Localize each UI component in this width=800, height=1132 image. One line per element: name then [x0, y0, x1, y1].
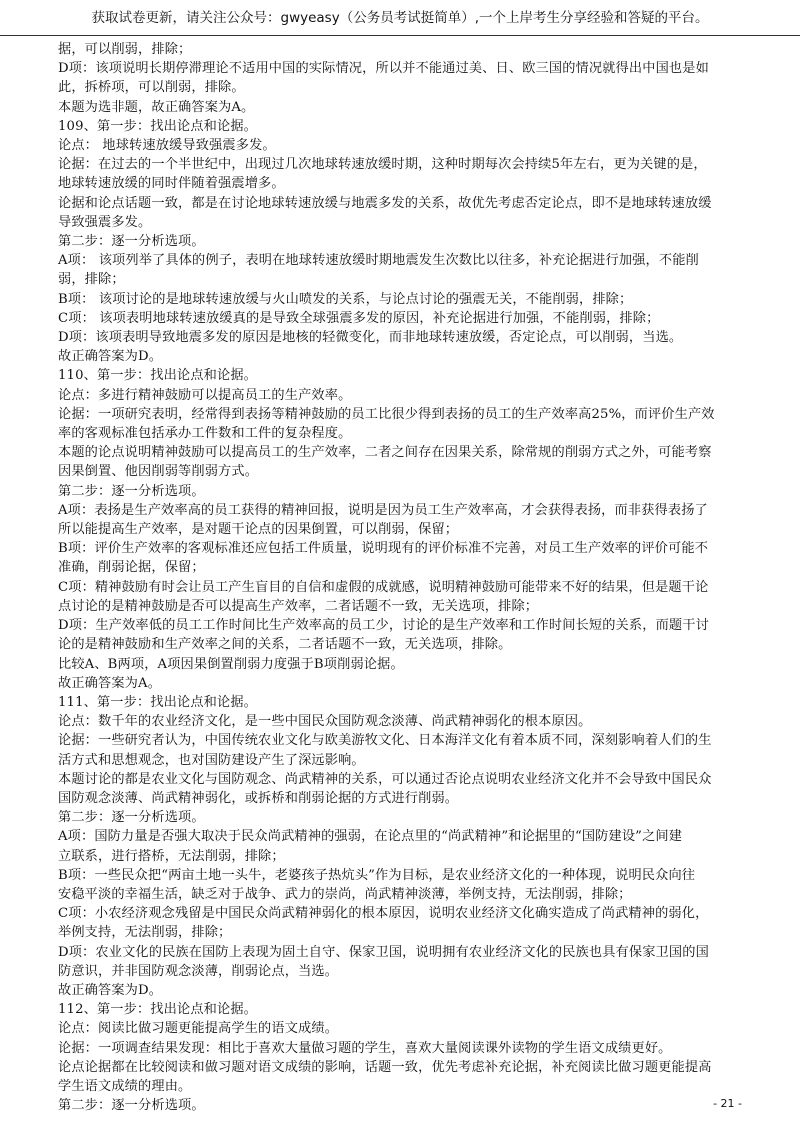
text-line: 本题为选非题，故正确答案为A。: [58, 99, 255, 115]
text-line: 因果倒置、他因削弱等削弱方式。: [58, 464, 259, 480]
text-line: B项：评价生产效率的客观标准还应包括工件质量，说明现有的评价标准不完善，对员工生产效率的评价可能不: [58, 541, 709, 557]
text-line: 110、第一步：找出论点和论据。: [58, 368, 258, 384]
text-line: A项：国防力量是否强大取决于民众尚武精神的强弱，在论点里的“尚武精神”和论据里的“国防建设”之间建: [58, 829, 683, 845]
text-line: C项：小农经济观念残留是中国民众尚武精神弱化的根本原因，说明农业经济文化确实造成了尚武精神的弱化，: [58, 906, 709, 922]
text-line: 论据：在过去的一个半世纪中，出现过几次地球转速放缓时期，这种时期每次会持续5年左右，更为关键的是，: [58, 157, 707, 173]
text-line: 论的是精神鼓励和生产效率之间的关系，二者话题不一致，无关选项，排除。: [58, 637, 512, 653]
text-line: D项：生产效率低的员工工作时间比生产效率高的员工少，讨论的是生产效率和工作时间长短的关系，而题干讨: [58, 618, 709, 634]
text-line: 率的客观标准包括承办工件数和工件的复杂程度。: [58, 426, 352, 442]
text-line: 此，拆桥项，可以削弱，排除。: [58, 80, 245, 96]
text-line: 第二步：逐一分析选项。: [58, 1098, 205, 1114]
text-line: C项： 该项表明地球转速放缓真的是导致全球强震多发的原因，补充论据进行加强，不能削弱，排除；: [58, 310, 660, 326]
text-line: B项： 该项讨论的是地球转速放缓与火山喷发的关系，与论点讨论的强震无关，不能削弱，排除；: [58, 291, 633, 307]
text-line: 论点：阅读比做习题更能提高学生的语文成绩。: [58, 1021, 339, 1037]
text-line: B项：一些民众把“两亩土地一头牛，老婆孩子热炕头”作为目标，是农业经济文化的一种体现，说明民众向往: [58, 867, 696, 883]
page-header: 获取试卷更新，请关注公众号：gwyeasy（公务员考试挺简单）,一个上岸考生分享经验和答疑的平台。: [0, 0, 800, 36]
text-line: D项：该项表明导致地震多发的原因是地核的轻微变化，而非地球转速放缓，否定论点，可以削弱，当选。: [58, 330, 683, 346]
text-line: 地球转速放缓的同时伴随着强震增多。: [58, 176, 285, 192]
text-line: 论点：数千年的农业经济文化，是一些中国民众国防观念淡薄、尚武精神弱化的根本原因。: [58, 714, 592, 730]
text-line: 安稳平淡的幸福生活，缺乏对于战争、武力的崇尚，尚武精神淡薄，举例支持，无法削弱，排除；: [58, 886, 632, 902]
text-line: 举例支持，无法削弱，排除；: [58, 925, 232, 941]
text-line: 准确，削弱论据，保留；: [58, 560, 205, 576]
text-line: 第二步：逐一分析选项。: [58, 234, 205, 250]
text-line: 立联系，进行搭桥，无法削弱，排除；: [58, 848, 285, 864]
text-line: 故正确答案为A。: [58, 675, 162, 691]
text-line: 论据：一些研究者认为，中国传统农业文化与欧美游牧文化、日本海洋文化有着本质不同，深刻影响着人们的生: [58, 733, 712, 749]
text-line: 本题的论点说明精神鼓励可以提高员工的生产效率，二者之间存在因果关系，除常规的削弱方式之外，可能考察: [58, 445, 712, 461]
text-line: 109、第一步：找出论点和论据。: [58, 118, 258, 134]
text-line: 第二步：逐一分析选项。: [58, 483, 205, 499]
text-line: 论据：一项研究表明，经常得到表扬等精神鼓励的员工比很少得到表扬的员工的生产效率高25%，而评价生产效: [58, 406, 715, 422]
text-line: 学生语文成绩的理由。: [58, 1078, 192, 1094]
text-line: 导致强震多发。: [58, 214, 152, 230]
text-line: A项：表扬是生产效率高的员工获得的精神回报，说明是因为员工生产效率高，才会获得表扬，而非获得表扬了: [58, 502, 708, 518]
text-line: 防意识，并非国防观念淡薄，削弱论点，当选。: [58, 963, 339, 979]
page-number: - 21 -: [713, 1097, 742, 1110]
text-line: 论点：多进行精神鼓励可以提高员工的生产效率。: [58, 387, 352, 403]
text-line: 论点论据都在比较阅读和做习题对语文成绩的影响，话题一致，优先考虑补充论据，补充阅读比做习题更能提高: [58, 1059, 712, 1075]
text-line: 据，可以削弱，排除；: [58, 42, 192, 57]
text-line: A项： 该项列举了具体的例子，表明在地球转速放缓时期地震发生次数比以往多，补充论据进行加强，不能削: [58, 253, 699, 269]
text-line: 故正确答案为D。: [58, 349, 163, 365]
text-line: C项：精神鼓励有时会让员工产生盲目的自信和虚假的成就感，说明精神鼓励可能带来不好的结果，但是题干论: [58, 579, 709, 595]
text-line: D项：该项说明长期停滞理论不适用中国的实际情况，所以并不能通过美、日、欧三国的情况就得出中国也是如: [58, 61, 709, 77]
text-line: 第二步：逐一分析选项。: [58, 810, 205, 826]
text-line: 112、第一步：找出论点和论据。: [58, 1002, 258, 1018]
text-line: 弱，排除；: [58, 272, 125, 288]
text-line: 比较A、B两项，A项因果倒置削弱力度强于B项削弱论据。: [58, 656, 404, 672]
text-line: 国防观念淡薄、尚武精神弱化，或拆桥和削弱论据的方式进行削弱。: [58, 790, 459, 806]
text-line: 活方式和思想观念，也对国防建设产生了深远影响。: [58, 752, 365, 768]
text-line: 论据：一项调查结果发现：相比于喜欢大量做习题的学生，喜欢大量阅读课外读物的学生语文成绩更好。: [58, 1040, 672, 1056]
text-line: 论据和论点话题一致，都是在讨论地球转速放缓与地震多发的关系，故优先考虑否定论点，即不是地球转速放缓: [58, 195, 712, 211]
text-line: 故正确答案为D。: [58, 982, 163, 998]
text-line: 111、第一步：找出论点和论据。: [58, 694, 258, 710]
document-body: [58, 40, 744, 1115]
text-line: 所以能提高生产效率，是对题干论点的因果倒置，可以削弱，保留；: [58, 522, 459, 538]
text-line: D项：农业文化的民族在国防上表现为固土自守、保家卫国，说明拥有农业经济文化的民族也具有保家卫国的国: [58, 944, 709, 960]
text-line: 论点： 地球转速放缓导致强震多发。: [58, 138, 276, 154]
text-line: 本题讨论的都是农业文化与国防观念、尚武精神的关系，可以通过否论点说明农业经济文化并不会导致中国民众: [58, 771, 712, 787]
text-line: 点讨论的是精神鼓励是否可以提高生产效率，二者话题不一致，无关选项，排除；: [58, 598, 539, 614]
